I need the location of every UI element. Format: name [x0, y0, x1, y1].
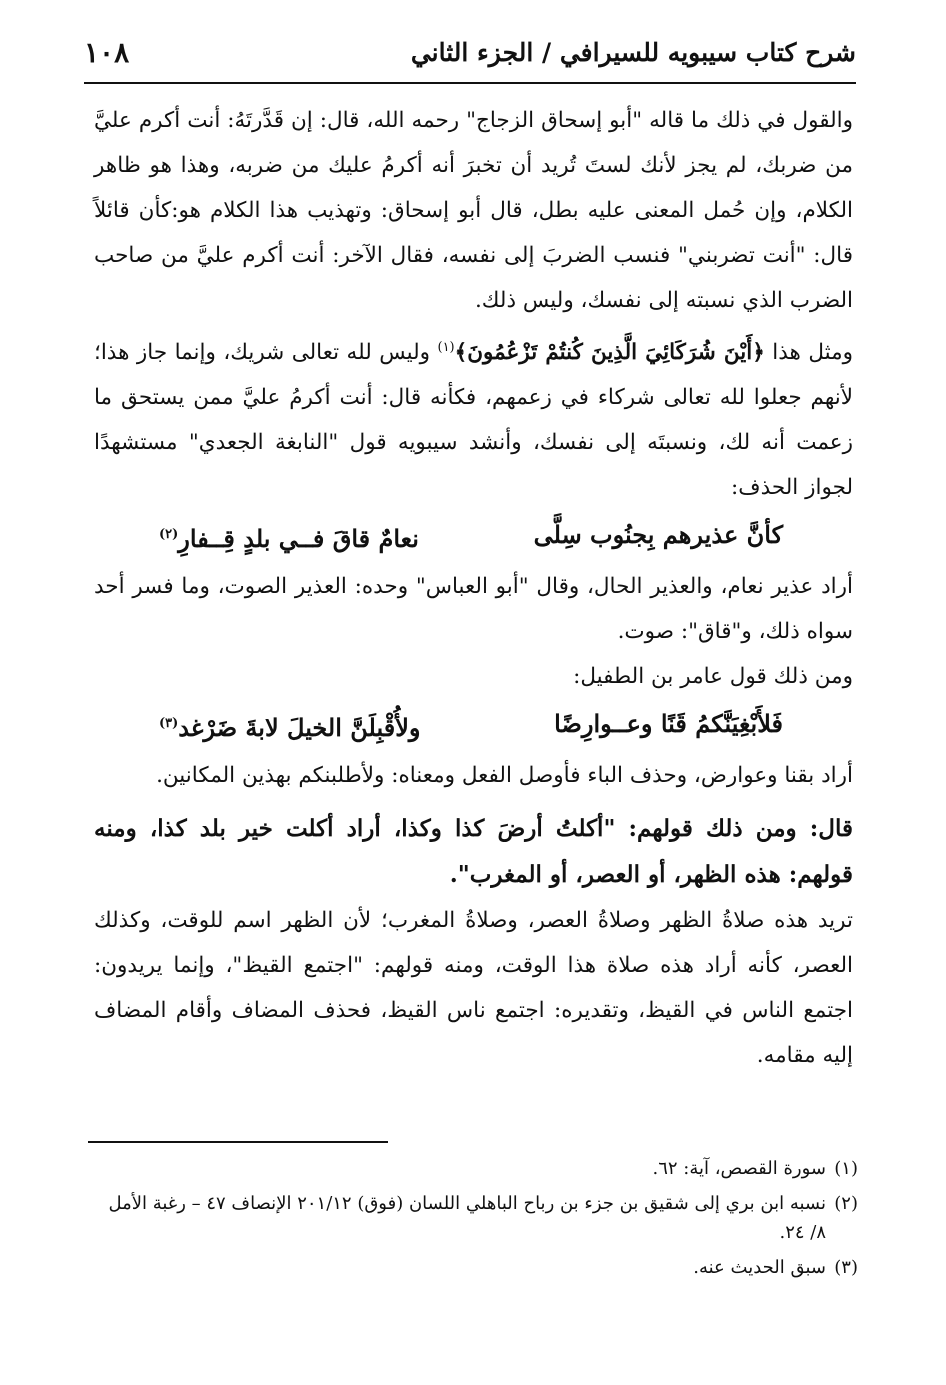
footnote-text: نسبه ابن بري إلى شقيق بن جزء بن رباح الباهلي اللسان (فوق) ٢٠١/١٢ الإنصاف ٤٧ – رغبة الأمل ٨/ ٢٤.: [108, 1193, 826, 1243]
verse-hemistich-second: [159, 699, 420, 753]
footnote-number: (١): [834, 1158, 858, 1179]
verse-text: ولأُقْبِلَنَّ الخيلَ لابةَ ضَرْغد: [178, 713, 421, 743]
verse-hemistich-first: فَلأَبْغِيَنَّكمُ قَنًا وعــوارِضًا: [554, 709, 783, 739]
footnote-ref: (١): [437, 340, 455, 355]
paragraph-text: ومثل هذا: [764, 340, 854, 366]
footnote-ref: (٣): [159, 716, 179, 732]
footnotes: [90, 1154, 858, 1288]
running-title: شرح كتاب سيبويه للسيرافي / الجزء الثاني: [410, 38, 856, 67]
quoted-text-bold: قال: ومن ذلك قولهم: "أكلتُ أرضَ كذا وكذا، أراد أكلت خير بلد كذا، ومنه قولهم: هذه الظهر، أو العصر، أو المغرب".: [94, 815, 853, 889]
page-header: [84, 32, 856, 82]
footnote-ref: (٢): [159, 527, 179, 543]
footnote-text: سورة القصص، آية: ٦٢.: [652, 1158, 826, 1179]
footnote-number: (٢): [834, 1193, 858, 1214]
header-rule: [84, 82, 856, 84]
footnote-number: (٣): [834, 1257, 858, 1278]
poetry-verse: [94, 699, 853, 753]
paragraph-text: وليس لله تعالى شريك، وإنما جاز هذا؛ لأنهم جعلوا لله تعالى شركاء في زعمهم، فكأنه قال: أنت أكرمُ عليَّ ممن يستحق ما زعمت أنه لك، ونسبتَه إلى نفسك، وأنشد سيبويه قول "النابغة الجعدي" مستشهدًا لجواز الحذف:: [94, 340, 853, 501]
footnote-separator: [88, 1141, 388, 1143]
verse-hemistich-second: [159, 510, 419, 564]
paragraph: [94, 325, 853, 510]
quran-verse: ﴿أَيْنَ شُرَكَائِيَ الَّذِينَ كُنتُمْ تَزْعُمُونَ﴾: [454, 340, 765, 366]
poetry-verse: [94, 510, 853, 564]
paragraph: أراد بقنا وعوارض، وحذف الباء فأوصل الفعل ومعناه: ولأطلبنكم بهذين المكانين.: [156, 763, 853, 789]
footnote: [90, 1154, 858, 1183]
paragraph: أراد عذير نعام، والعذير الحال، وقال "أبو العباس" وحده: العذير الصوت، وما فسر أحد سواه ذلك، و"قاق": صوت.: [94, 574, 853, 645]
verse-text: نعامٌ قاقَ فــي بلدٍ قِــفارِ: [178, 524, 419, 554]
main-text: [94, 98, 853, 1078]
paragraph: والقول في ذلك ما قاله "أبو إسحاق الزجاج" رحمه الله، قال: إن قَدَّرتَهُ: أنت أكرم عليَّ من ضربك، لم يجز لأنك لستَ تُريد أن تخبرَ أنه أكرمُ عليك من ضربه، وهذا هو ظاهر الكلام، وإن حُمل المعنى عليه بطل، قال أبو إسحاق: وتهذيب هذا الكلام هو:كأن قائلاً قال: "أنت تضربني" فنسب الضربَ إلى نفسه، فقال الآخر: أنت أكرم عليَّ من صاحب الضرب الذي نسبته إلى نفسك، وليس ذلك.: [94, 108, 853, 313]
page-number: ١٠٨: [84, 36, 130, 69]
verse-hemistich-first: كأنَّ عذيرهم بِجنُوب سِلَّى: [533, 520, 783, 550]
paragraph: تريد هذه صلاةُ الظهر وصلاةُ العصر، وصلاةُ المغرب؛ لأن الظهر اسم للوقت، وكذلك العصر، كأنه أراد هذه صلاة هذا الوقت، ومنه قولهم: "اجتمع القيظ"، وإنما يريدون: اجتمع الناس في القيظ، وتقديره: اجتمع ناس القيظ، فحذف المضاف وأقام المضاف إليه مقامه.: [94, 908, 853, 1069]
footnote-text: سبق الحديث عنه.: [693, 1257, 826, 1278]
footnote: [90, 1189, 858, 1247]
paragraph: ومن ذلك قول عامر بن الطفيل:: [573, 664, 853, 690]
footnote: [90, 1253, 858, 1282]
